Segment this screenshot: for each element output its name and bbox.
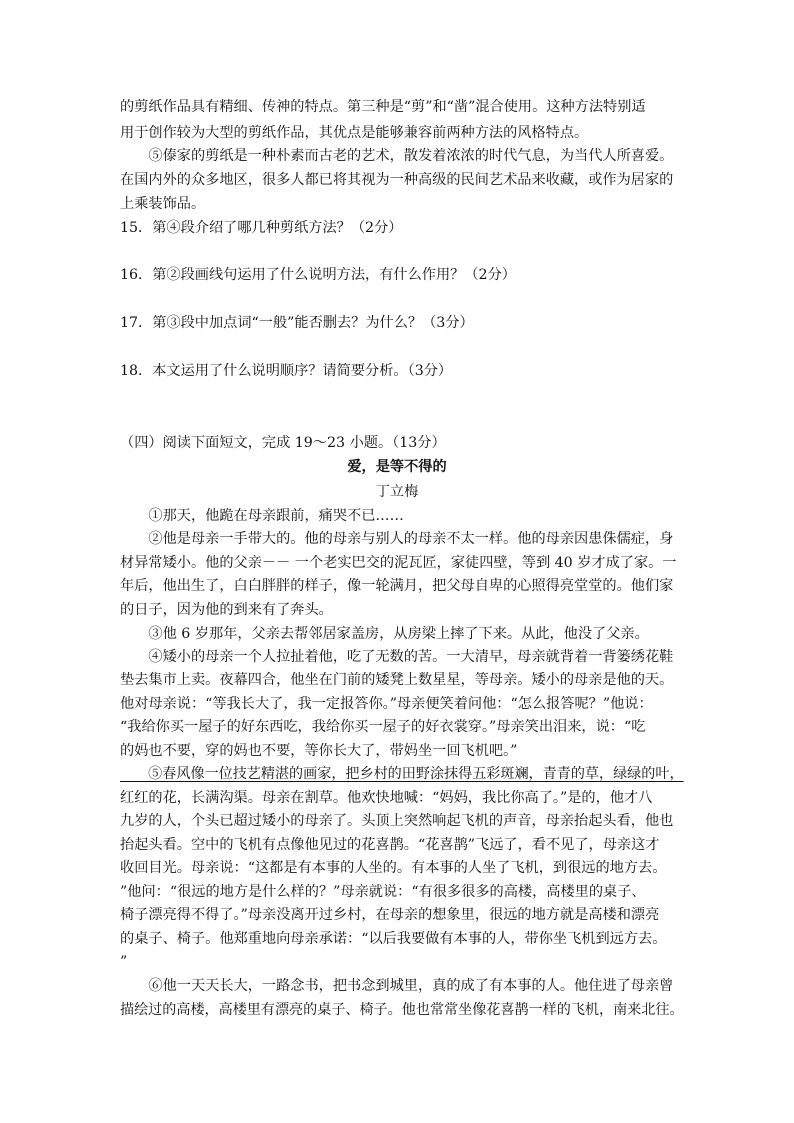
paragraph-line: ⑤傣家的剪纸是一种朴素而古老的艺术，散发着浓浓的时代气息，为当代人所喜爱。 — [120, 148, 674, 164]
article-line: 材异常矮小。他的父亲－－ 一个老实巴交的泥瓦匠，家徒四壁，等到 40 岁才成了家。一 — [120, 555, 677, 571]
article-line: 红红的花，长满沟渠。母亲在割草。他欢快地喊：“妈妈，我比你高了。”是的，他才八 — [120, 790, 653, 806]
article-line: 他对母亲说：“等我长大了，我一定报答你。”母亲便笑着问他：“怎么报答呢？”他说： — [120, 696, 653, 712]
article-line: 收回目光。母亲说：“这都是有本事的人坐的。有本事的人坐了飞机，到很远的地方去。 — [120, 860, 667, 876]
paragraph-line: 在国内外的众多地区，很多人都已将其视为一种高级的民间艺术品来收藏，或作为居家的 — [120, 172, 674, 188]
article-line: ”他问：“很远的地方是什么样的？”母亲就说：“有很多很多的高楼，高楼里的桌子、 — [120, 884, 646, 900]
article-title: 爱，是等不得的 — [347, 459, 447, 475]
question-18: 18．本文运用了什么说明顺序？请简要分析。（3分） — [120, 363, 453, 379]
article-line: “我给你买一屋子的好东西吃，我给你买一屋子的好衣裳穿。”母亲笑出泪来，说：“吃 — [120, 719, 646, 735]
article-line: 垫去集市上卖。夜幕四合，他坐在门前的矮凳上数星星，等母亲。矮小的母亲是他的天。 — [120, 672, 674, 688]
article-line: 九岁的人，个头已超过矮小的母亲了。头顶上突然响起飞机的声音，母亲抬起头看，他也 — [120, 813, 674, 829]
article-line: 年后，他出生了，白白胖胖的样子，像一轮满月，把父母自卑的心照得亮堂堂的。他们家 — [120, 578, 674, 594]
article-line: ①那天，他跪在母亲跟前，痛哭不已…… — [120, 508, 404, 524]
article-line: 的日子，因为他的到来有了奔头。 — [120, 602, 333, 618]
article-author: 丁立梅 — [375, 484, 419, 500]
section-heading: （四）阅读下面短文，完成 19～23 小题。（13分） — [120, 435, 446, 451]
paragraph-line: 用于创作较为大型的剪纸作品，其优点是能够兼容前两种方法的风格特点。 — [120, 125, 589, 141]
question-16: 16．第②段画线句运用了什么说明方法，有什么作用？（2分） — [120, 267, 516, 283]
article-line: 的妈也不要，穿的妈也不要，等你长大了，带妈坐一回飞机吧。” — [120, 743, 518, 759]
article-line: ③他 6 岁那年，父亲去帮邻居家盖房，从房梁上摔了下来。从此，他没了父亲。 — [120, 626, 649, 642]
article-line: 椅子漂亮得不得了。”母亲没离开过乡村，在母亲的想象里，很远的地方就是高楼和漂亮 — [120, 907, 660, 923]
article-line: ⑥他一天天长大，一路念书，把书念到城里，真的成了有本事的人。他住进了母亲曾 — [120, 978, 674, 994]
article-line: 描绘过的高楼，高楼里有漂亮的桌子、椅子。他也常常坐像花喜鹊一样的飞机，南来北往。 — [120, 1002, 684, 1018]
question-15: 15．第④段介绍了哪几种剪纸方法？（2分） — [120, 220, 403, 236]
question-17: 17．第③段中加点词“一般”能否删去？为什么？（3分） — [120, 315, 474, 331]
underlined-line: ⑤春风像一位技艺精湛的画家，把乡村的田野涂抹得五彩斑斓，青青的草，绿绿的叶， — [120, 766, 684, 782]
article-line: ②他是母亲一手带大的。他的母亲与别人的母亲不太一样。他的母亲因患侏儒症，身 — [120, 531, 674, 547]
article-line: 抬起头看。空中的飞机有点像他见过的花喜鹊。“花喜鹊”飞远了，看不见了，母亲这才 — [120, 837, 660, 853]
paragraph-line: 上乘装饰品。 — [120, 196, 206, 212]
article-line: ④矮小的母亲一个人拉扯着他，吃了无数的苦。一大清早，母亲就背着一背篓绣花鞋 — [120, 649, 674, 665]
article-line: ” — [120, 954, 128, 970]
article-line: 的桌子、椅子。他郑重地向母亲承诺：“以后我要做有本事的人，带你坐飞机到远方去。 — [120, 931, 667, 947]
paragraph-line: 的剪纸作品具有精细、传神的特点。第三种是“剪”和“凿”混合使用。这种方法特别适 — [120, 99, 646, 115]
